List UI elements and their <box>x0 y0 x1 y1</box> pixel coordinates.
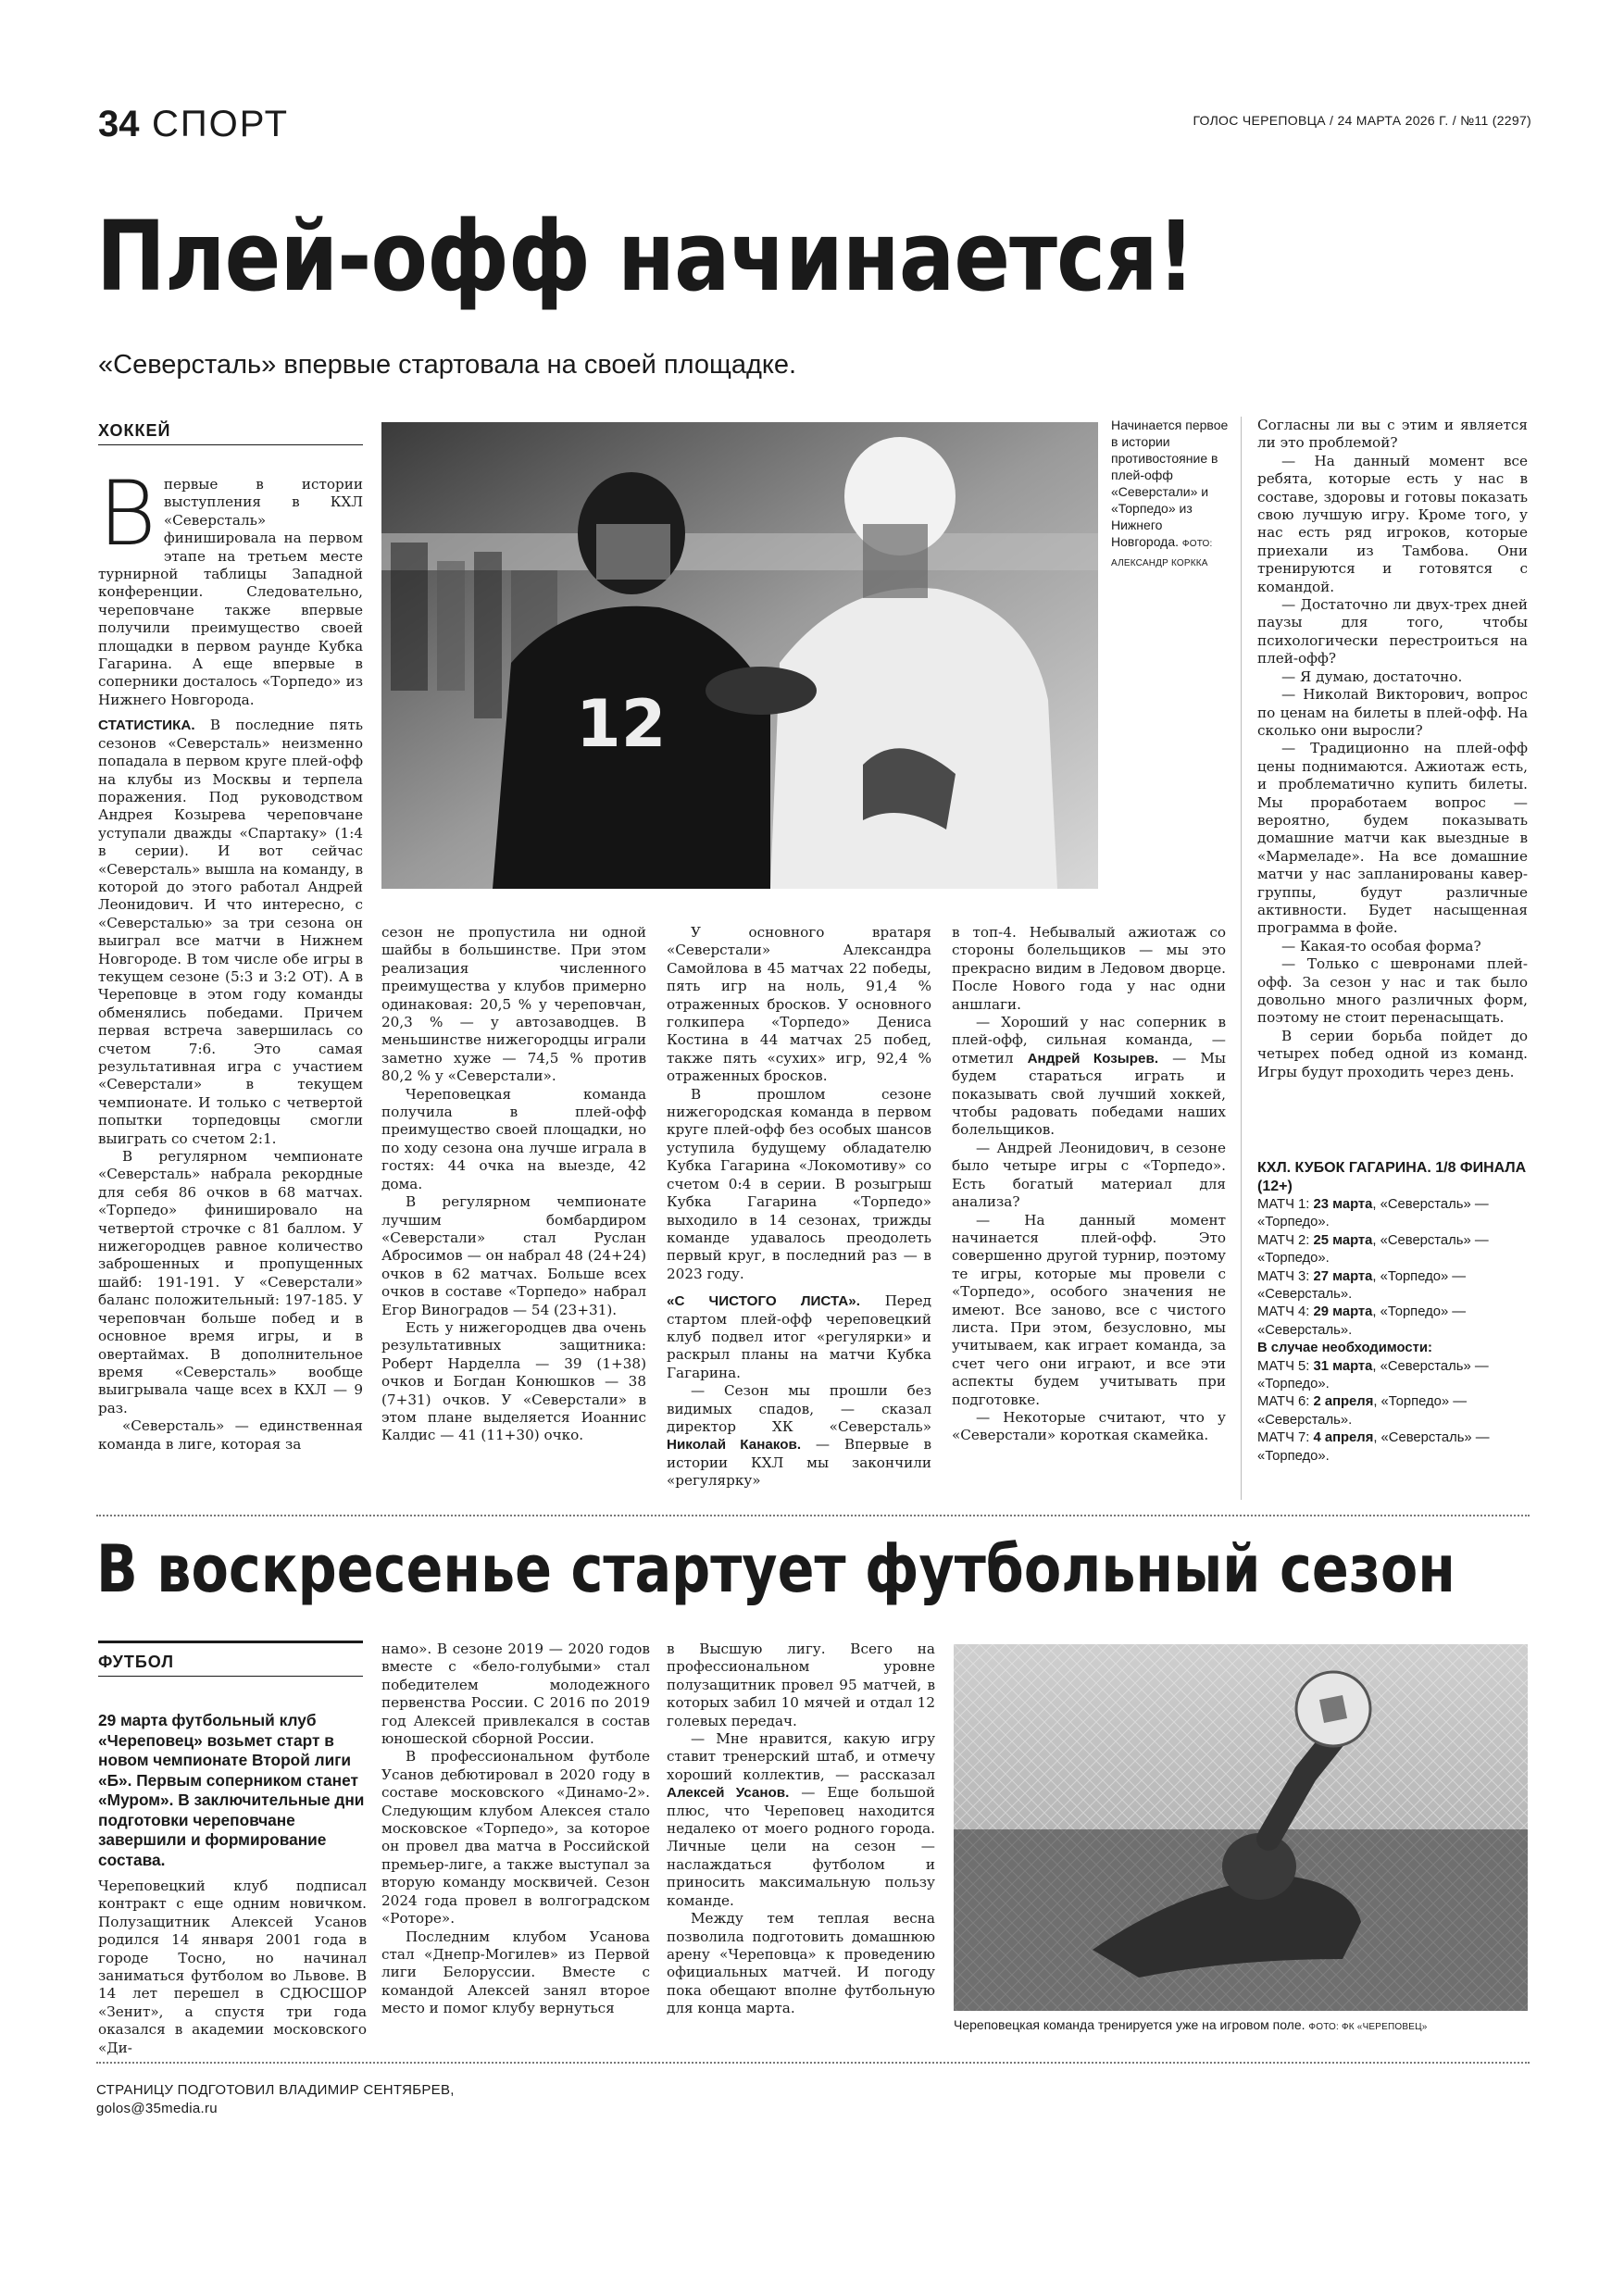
article1-column-2 <box>381 924 646 1445</box>
article2-column-2 <box>381 1641 650 2018</box>
quote-text: — Мне нравится, какую игру ставит тренерский штаб, и отмечу хороший коллектив, — рассказал <box>667 1730 935 1783</box>
caption-text: Начинается первое в истории противостояние в плей-офф «Северстали» и «Торпедо» из Нижнего Новгорода. <box>1111 418 1229 549</box>
match-label: МАТЧ 1: <box>1257 1197 1314 1212</box>
paragraph: — Достаточно ли двух-трех дней паузы для того, чтобы психологически перестроиться на плей-офф? <box>1257 596 1528 668</box>
schedule-row <box>1257 1358 1528 1394</box>
rubric-underline <box>98 1676 363 1677</box>
match-date: 27 марта <box>1313 1268 1373 1284</box>
paragraph: Последним клубом Усанова стал «Днепр-Могилев» из Первой лиги Белоруссии. Вместе с командой Алексей занял второе место и помог клубу вернуться <box>381 1928 650 2017</box>
hockey-photo <box>381 422 1098 889</box>
paragraph: В серии борьба пойдет до четырех побед одной из команд. Игры будут проходить через день. <box>1257 1027 1528 1080</box>
hockey-players-image <box>381 422 1098 889</box>
match-label: МАТЧ 2: <box>1257 1232 1314 1248</box>
schedule-row <box>1257 1232 1528 1268</box>
match-teams: , «Торпедо» — «Северсталь». <box>1257 1394 1468 1428</box>
match-label: МАТЧ 6: <box>1257 1394 1314 1410</box>
hockey-photo-caption <box>1111 417 1231 572</box>
paragraph: Между тем теплая весна позволила подготовить домашнюю арену «Череповца» к проведению официальных матчей. И погоду пока обещают вполне футбольную для конца марта. <box>667 1910 935 2017</box>
schedule-row <box>1257 1196 1528 1232</box>
article2-column-1 <box>98 1878 367 2057</box>
schedule-row <box>1257 1268 1528 1304</box>
quote-text: — Мы будем стараться играть и показывать свой лучший хоккей, чтобы радовать победами наших болельщиков. <box>952 1049 1226 1139</box>
football-lead: 29 марта футбольный клуб «Череповец» возьмет старт в новом чемпионате Второй лиги «Б». Первым соперником станет «Муром». В заключительные дни подготовки череповчане завершили и формирование состава. <box>98 1711 365 1869</box>
paragraph: Есть у нижегородцев два очень результативных защитника: Роберт Нарделла — 39 (1+38) очков и Богдан Конюшков — 38 (7+31) очков. У «Северстали» в этом плане выделяется Иоаннис Калдис — 41 (11+30) очко. <box>381 1318 646 1444</box>
quote-text: — Впервые в истории КХЛ мы закончили «регулярку» <box>667 1436 931 1490</box>
playoff-schedule <box>1257 1159 1528 1466</box>
article1-column-4 <box>952 924 1226 1445</box>
paragraph: — Традиционно на плей-офф цены поднимаются. Ажиотаж есть, и проблематично купить билеты. Мы проработаем вопрос — вероятно, будем показывать домашние матчи как выездные в «Мармеладе». На все домашние матчи у нас запланированы кавер-группы, будут различные активности. Будет насыщенная программа в фойе. <box>1257 740 1528 937</box>
schedule-title: КХЛ. КУБОК ГАГАРИНА. 1/8 ФИНАЛА (12+) <box>1257 1160 1527 1194</box>
paragraph: Согласны ли вы с этим и является ли это проблемой? <box>1257 417 1528 452</box>
headline-playoff: Плей-офф начинается! <box>96 200 1194 313</box>
paragraph-text: Перед стартом плей-офф череповецкий клуб подвел итог «регулярки» и раскрыл планы на матчи Кубка Гагарина. <box>667 1292 931 1381</box>
match-date: 2 апреля <box>1313 1394 1374 1410</box>
paragraph: в Высшую лигу. Всего на профессиональном уровне полузащитник провел 95 матчей, в которых забил 10 мячей и отдал 12 голевых передач. <box>667 1641 935 1729</box>
svg-text:12: 12 <box>576 686 667 762</box>
paragraph: — На данный момент начинается плей-офф. Это совершенно другой турнир, поэтому те игры, которые мы провели с «Торпедо», особого значения не имеют. Все заново, все с чистого листа. При этом, безусловно, мы учитываем, как играет команда, за счет чего они играют, и все эти аспекты будем учитывать при подготовке. <box>952 1211 1226 1408</box>
paragraph <box>667 1382 931 1490</box>
subheadline-playoff: «Северсталь» впервые стартовала на своей площадке. <box>98 350 797 380</box>
page-number: 34 <box>98 104 140 144</box>
paragraph-lead: «С ЧИСТОГО ЛИСТА». <box>667 1293 860 1310</box>
rubric-underline <box>98 444 363 445</box>
paragraph <box>667 1730 935 1910</box>
paragraph: — На данный момент все ребята, которые есть у нас в составе, здоровы и готовы показать свою лучшую игру. Кроме того, у нас есть ряд игроков, которые приехали из Тамбова. Они тренируются и готовятся с командой. <box>1257 452 1528 595</box>
paragraph: в топ-4. Небывалый ажиотаж со стороны болельщиков — мы это прекрасно видим в Ледовом дворце. После Нового года у нас одни аншлаги. <box>952 924 1226 1013</box>
footer-divider <box>96 2062 1530 2064</box>
speaker-name: Николай Канаков. <box>667 1437 802 1454</box>
paragraph: — Какая-то особая форма? <box>1281 937 1481 955</box>
paragraph: Череповецкая команда получила в плей-офф преимущество своей площадки, но по ходу сезона она лучше играла в гостях: 44 очка на выезде, 42 дома. <box>381 1085 646 1192</box>
credit-email: golos@35media.ru <box>96 2101 218 2116</box>
rubric-football <box>98 1641 363 1677</box>
section-name: СПОРТ <box>152 104 290 144</box>
section-divider <box>96 1515 1530 1516</box>
match-teams: , «Северсталь» — «Торпедо». <box>1257 1430 1490 1464</box>
column-divider <box>1241 417 1242 1500</box>
paragraph: В регулярном чемпионате «Северсталь» набрала рекордные для себя 86 очков в 68 матчах. «Торпедо» финишировало на четвертой строчке с 81 баллом. У нижегородцев равное количество заброшенных и пропущенных шайб: 191-191. У «Северстали» баланс положительный: 197-185. У череповчан больше побед и в основное время игры, и в овертаймах. В дополнительное время «Северсталь» вообще выигрывала чаще всех в КХЛ — 9 раз. <box>98 1148 363 1416</box>
article1-column-1 <box>98 462 363 1454</box>
credit-author: СТРАНИЦУ ПОДГОТОВИЛ ВЛАДИМИР СЕНТЯБРЕВ, <box>96 2082 455 2098</box>
match-date: 4 апреля <box>1313 1430 1374 1446</box>
paragraph: — Только с шевронами плей-офф. За сезон у нас и так было довольно много различных форм, поэтому не стоит перенасыщать. <box>1257 955 1528 1027</box>
paragraph: — Некоторые считают, что у «Северстали» короткая скамейка. <box>952 1408 1226 1444</box>
match-label: МАТЧ 5: <box>1257 1358 1314 1374</box>
match-teams: , «Северсталь» — «Торпедо». <box>1257 1358 1489 1392</box>
speaker-name: Алексей Усанов. <box>667 1785 790 1802</box>
football-photo <box>954 1644 1528 2011</box>
paragraph <box>667 1292 931 1382</box>
match-date: 25 марта <box>1313 1232 1373 1248</box>
article1-column-5 <box>1257 417 1528 1081</box>
paragraph: В профессиональном футболе Усанов дебютировал в 2020 году в составе московского «Динамо-2». Следующим клубом Алексея стало московское «Торпедо», за которое он провел два матча в Российской премьер-лиге, а также выступал за вторую команду москвичей. Сезон 2024 года провел в волгоградском «Роторе». <box>381 1748 650 1928</box>
paragraph: В прошлом сезоне нижегородская команда в первом круге плей-офф без особых шансов уступила будущему обладателю Кубка Гагарина «Локомотиву» со счетом 0:4 в серии. В розыгрыш Кубка Гагарина «Торпедо» выходило в 14 сезонах, трижды команде удавалось преодолеть первый круг, в последний раз — в 2023 году. <box>667 1085 931 1282</box>
match-date: 31 марта <box>1313 1358 1373 1374</box>
article2-column-3-body <box>667 1641 935 2018</box>
paragraph <box>952 1014 1226 1140</box>
match-teams: , «Северсталь» — «Торпедо». <box>1257 1232 1489 1267</box>
quote-text: — Хороший у нас соперник в плей-офф, сильная команда, — отметил <box>952 1014 1226 1067</box>
paragraph-lead: СТАТИСТИКА. <box>98 718 195 734</box>
match-date: 29 марта <box>1313 1304 1373 1320</box>
rubric-football-label: ФУТБОЛ <box>98 1653 174 1671</box>
paragraph <box>98 717 363 1148</box>
match-label: МАТЧ 4: <box>1257 1304 1314 1320</box>
intro-text: первые в истории выступления в КХЛ «Северсталь» финишировала на первом этапе на третьем месте турнирной таблицы Западной конференции. Следовательно, череповчане также впервые получили преимущество своей площадки в первом раунде Кубка Гагарина. А еще впервые в соперники досталось «Торпедо» из Нижнего Новгорода. <box>98 476 363 708</box>
article1-column-3 <box>667 924 931 1491</box>
paragraph: Череповецкий клуб подписал контракт с еще одним новичком. Полузащитник Алексей Усанов родился 14 января 2001 года в городе Тосно, но начинал заниматься футболом во Львове. В 14 лет перешел в СДЮСШОР «Зенит», а спустя три года оказался в академии московского «Ди- <box>98 1878 367 2056</box>
page-credit <box>96 2081 455 2118</box>
match-teams: , «Северсталь» — «Торпедо». <box>1257 1197 1489 1230</box>
match-label: МАТЧ 3: <box>1257 1268 1314 1284</box>
photo-credit: ФОТО: ФК «ЧЕРЕПОВЕЦ» <box>1308 2022 1428 2032</box>
match-label: МАТЧ 7: <box>1257 1430 1314 1446</box>
schedule-row <box>1257 1304 1528 1340</box>
quote-text: — Сезон мы прошли без видимых спадов, — сказал директор ХК «Северсталь» <box>667 1382 931 1435</box>
paragraph: — Андрей Леонидович, в сезоне было четыре игры с «Торпедо». Есть богатый материал для анализа? <box>952 1139 1226 1211</box>
schedule-row <box>1257 1429 1528 1466</box>
photo-credit: ФОТО: АЛЕКСАНДР КОРККА <box>1111 539 1213 568</box>
intro-paragraph <box>98 462 363 709</box>
goalkeeper-training-image <box>954 1644 1528 2011</box>
paragraph: сезон не пропустила ни одной шайбы в большинстве. При этом реализация численного преимущества у клубов примерно одинаковая: 20,5 % у череповчан, 20,3 % — у автозаводцев. В меньшинстве нижегородцы играли заметно хуже — 74,5 % против 80,2 % у «Северстали». <box>381 924 646 1085</box>
rubric-hockey <box>98 421 363 445</box>
paragraph: намо». В сезоне 2019 — 2020 годов вместе с «бело-голубыми» стал победителем молодежного первенства России. С 2016 по 2019 год Алексей привлекался в состав юношеской сборной России. <box>381 1641 650 1748</box>
match-date: 23 марта <box>1313 1197 1373 1212</box>
masthead: ГОЛОС ЧЕРЕПОВЦА / 24 МАРТА 2026 Г. / №11 (2297) <box>1193 113 1531 128</box>
speaker-name: Андрей Козырев. <box>1027 1050 1159 1067</box>
paragraph: — Я думаю, достаточно. <box>1281 668 1463 685</box>
headline-football: В воскресенье стартует футбольный сезон <box>96 1531 1455 1607</box>
quote-text: — Еще большой плюс, что Череповец находится недалеко от моего родного города. Личные цели на сезон — наслаждаться футболом и приносить максимальную пользу команде. <box>667 1784 935 1909</box>
paragraph: «Северсталь» — единственная команда в лиге, которая за <box>98 1417 363 1453</box>
paragraph: В регулярном чемпионате лучшим бомбардиром «Северстали» стал Руслан Абросимов — он набрал 48 (24+24) очков в 62 матчах. Больше всех очков в составе «Торпедо» набрал Егор Виноградов — 54 (23+31). <box>381 1193 646 1318</box>
rubric-topbar <box>98 1641 363 1643</box>
paragraph-text: В последние пять сезонов «Северсталь» неизменно попадала в первом круге плей-офф на клубы из Москвы и терпела поражения. Под руководством Андрея Козырева череповчане уступали дважды «Спартаку» (1:4 в серии). И вот сейчас «Северсталь» вышла на команду, в которой до этого работал Андрей Леонидович. И что интересно, с «Северсталью» за три сезона он выиграл все матчи в Нижнем Новгороде. В том числе обе игры в текущем сезоне (5:3 и 3:2 ОТ). А в Череповце в этом году команды обменялись победами. Причем первая встреча завершилась со счетом 7:6. Это самая результативная игра с участием «Северстали» в текущем чемпионате. И только с четвертой попытки торпедовцы смогли выиграть со счетом 2:1. <box>98 717 363 1147</box>
match-teams: , «Торпедо» — «Северсталь». <box>1257 1304 1467 1338</box>
rubric-hockey-label: ХОККЕЙ <box>98 421 171 440</box>
dropcap: В <box>98 462 156 566</box>
paragraph: — Николай Викторович, вопрос по ценам на билеты в плей-офф. На сколько они выросли? <box>1257 686 1528 739</box>
paragraph: У основного вратаря «Северстали» Александра Самойлова в 45 матчах 22 победы, пять игр на ноль, 91,4 % отраженных бросков. У основного голкипера «Торпедо» Дениса Костина в 44 матчах 25 побед, также пять «сухих» игр, 92,4 % отраженных бросков. <box>667 924 931 1085</box>
schedule-note: В случае необходимости: <box>1257 1341 1432 1356</box>
caption-text: Череповецкая команда тренируется уже на игровом поле. <box>954 2017 1305 2032</box>
schedule-row <box>1257 1393 1528 1429</box>
football-photo-caption <box>954 2016 1528 2036</box>
match-teams: , «Торпедо» — «Северсталь». <box>1257 1268 1467 1303</box>
